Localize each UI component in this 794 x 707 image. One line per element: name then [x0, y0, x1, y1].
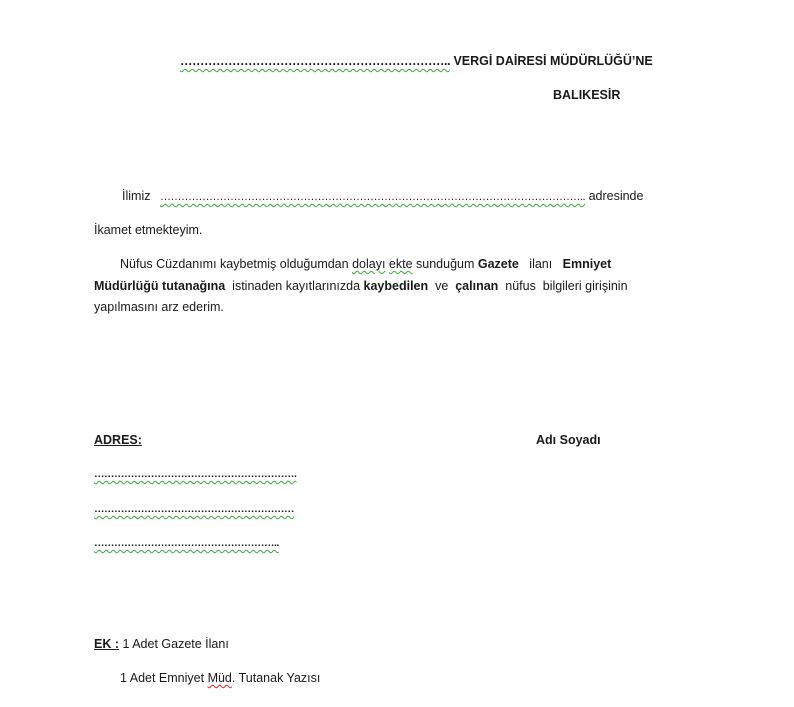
office-name-blank: …………………………………………………………..	[180, 54, 450, 68]
address-blank-line-3: ………………………………………………..	[94, 537, 279, 549]
attachment-item-2-start: 1 Adet Emniyet	[120, 671, 208, 685]
request-paragraph	[94, 254, 664, 319]
request-text-2: sunduğum	[412, 257, 478, 271]
attachment-item-1: 1 Adet Gazete İlanı	[119, 637, 229, 651]
request-kaybedilen: kaybedilen	[363, 278, 429, 293]
address-blank-line-1: …………………………………………………….	[94, 468, 297, 480]
request-text-6: nüfus bilgileri girişinin yapılmasını arz ederim.	[94, 278, 632, 314]
request-calinan: çalınan	[455, 278, 499, 293]
office-title: VERGİ DAİRESİ MÜDÜRLÜĞÜ’NE	[453, 54, 653, 68]
attachment-label: EK :	[94, 637, 119, 651]
request-text-1: Nüfus Cüzdanımı kaybetmiş olduğumdan	[120, 257, 353, 271]
name-label: Adı Soyadı	[536, 433, 601, 447]
request-text-3: ilanı	[518, 257, 563, 271]
address-label: ADRES:	[94, 433, 142, 447]
address-line-end: adresinde	[588, 189, 644, 203]
attachment-item-2-mud: Müd	[207, 671, 232, 685]
address-blank: …………………………………………………………………………………………………………..	[159, 191, 586, 203]
request-gazete: Gazete	[477, 257, 519, 271]
address-line-start: İlimiz	[122, 189, 151, 203]
request-text-5: ve	[428, 278, 456, 293]
attachment-item-2-end: . Tutanak Yazısı	[231, 671, 321, 685]
request-text-dolayi: dolayı	[352, 257, 386, 271]
request-text-ekte: ekte	[388, 257, 413, 271]
request-emniyet: Emniyet Müdürlüğü tutanağına	[94, 257, 612, 293]
address-line	[122, 189, 643, 203]
attachment-line-2	[120, 671, 320, 685]
request-text-4: istinaden kayıtlarınızda	[225, 278, 364, 293]
residence-line: İkamet etmekteyim.	[94, 223, 203, 237]
office-title-line	[180, 54, 653, 68]
city-heading: BALIKESİR	[553, 88, 621, 102]
address-blank-line-2: ……………………………………………………	[94, 503, 294, 515]
attachment-line-1	[94, 637, 229, 651]
